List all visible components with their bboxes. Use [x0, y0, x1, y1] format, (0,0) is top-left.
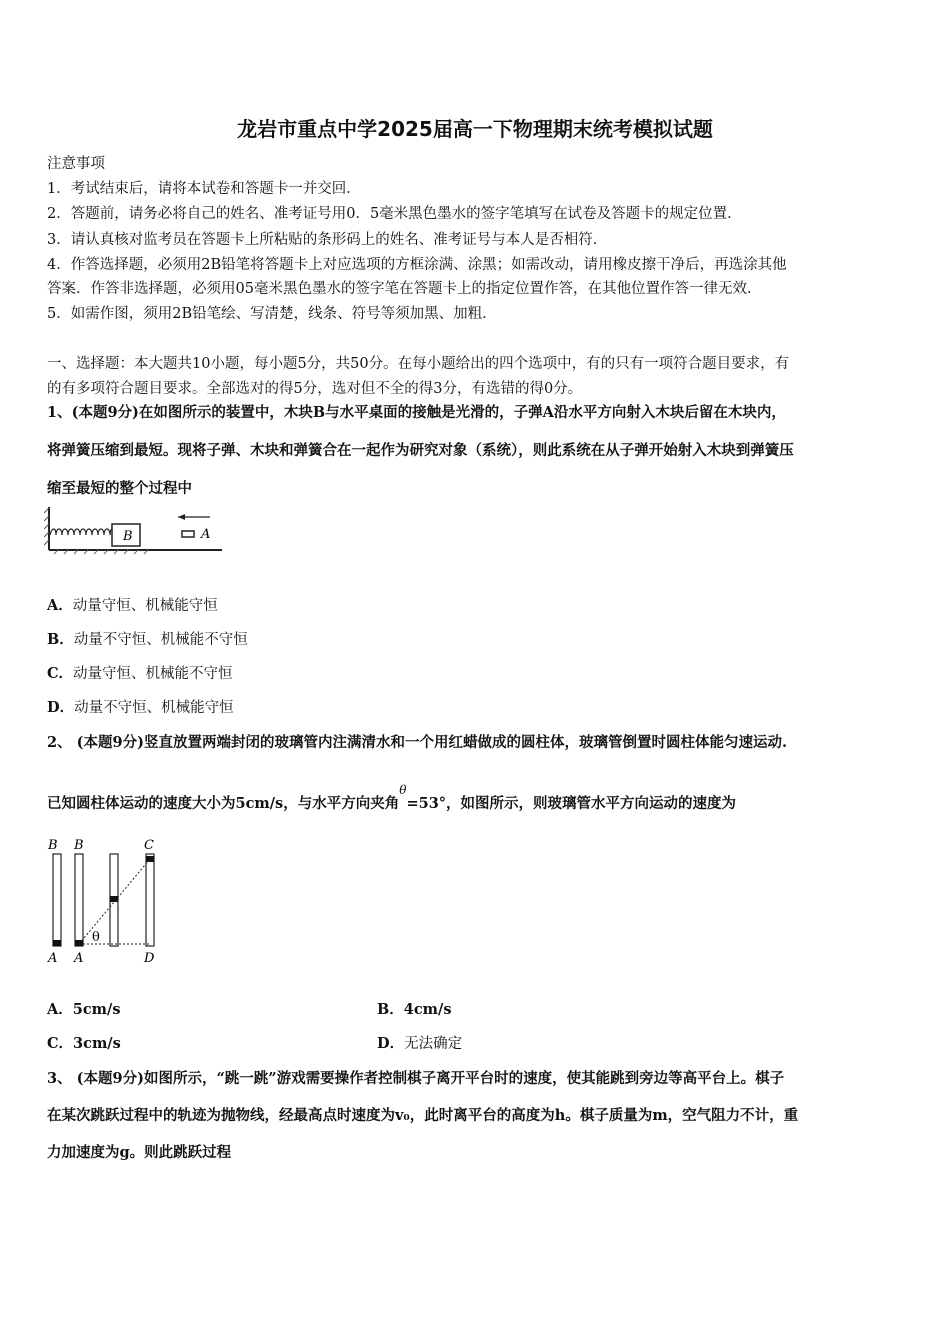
- stem-part: 已知圆柱体运动的速度大小为5cm/s，与水平方向夹角: [47, 795, 400, 812]
- page-title: 龙岩市重点中学2025届高一下物理期末统考模拟试题: [237, 117, 713, 141]
- option-d[interactable]: [377, 1032, 462, 1053]
- tube-2: [75, 854, 83, 946]
- label-a: A: [48, 951, 58, 966]
- question-1-stem: 将弹簧压缩到最短。现将子弹、木块和弹簧合在一起作为研究对象（系统），则此系统在从子弹开始射入木块到弹簧压: [47, 442, 794, 459]
- theta-symbol: θ: [399, 783, 407, 797]
- stem-part: =53°，如图所示，则玻璃管水平方向运动的速度为: [406, 795, 737, 812]
- option-a[interactable]: [47, 998, 121, 1019]
- notice-item: 4．作答选择题，必须用2B铅笔将答题卡上对应选项的方框涂满、涂黑；如需改动，请用橡皮擦干净后，再选涂其他: [47, 257, 787, 273]
- notice-item: 5．如需作图，须用2B铅笔绘、写清楚，线条、符号等须加黑、加粗．: [47, 306, 497, 322]
- option-text: 无法确定: [404, 1036, 463, 1052]
- option-letter: C．: [47, 665, 74, 682]
- question-2-stem: 2、 (本题9分)竖直放置两端封闭的玻璃管内注满清水和一个用红蜡做成的圆柱体，玻璃管倒置时圆柱体能匀速运动.: [47, 734, 787, 751]
- option-c[interactable]: [47, 662, 233, 683]
- question-1-stem: 1、(本题9分)在如图所示的装置中，木块B与水平桌面的接触是光滑的，子弹A沿水平方向射入木块后留在木块内，: [47, 404, 786, 421]
- question-3-stem: 力加速度为g。则此跳跃过程: [47, 1144, 232, 1161]
- label-b: B: [74, 838, 84, 853]
- option-b[interactable]: [47, 628, 248, 649]
- spring-block-figure: [44, 505, 226, 555]
- option-letter: A．: [47, 1001, 73, 1018]
- option-letter: C．: [47, 1035, 74, 1052]
- notice-item: 3．请认真核对监考员在答题卡上所粘贴的条形码上的姓名、准考证号与本人是否相符．: [47, 232, 608, 248]
- question-3-stem: 3、 (本题9分)如图所示，“跳一跳”游戏需要操作者控制棋子离开平台时的速度，使其能跳到旁边等高平台上。棋子: [47, 1070, 785, 1087]
- question-3-stem: 在某次跳跃过程中的轨迹为抛物线，经最高点时速度为v₀，此时离平台的高度为h。棋子质量为m，空气阻力不计，重: [47, 1107, 799, 1124]
- option-letter: A．: [47, 597, 73, 614]
- block-b-label: B: [123, 529, 133, 544]
- bullet-a: [182, 531, 194, 537]
- section-intro: 一、选择题：本大题共10小题，每小题5分，共50分。在每小题给出的四个选项中，有的只有一项符合题目要求，有: [47, 356, 790, 372]
- spring: [50, 529, 116, 535]
- option-text: 4cm/s: [403, 1001, 452, 1018]
- option-b[interactable]: [377, 998, 452, 1019]
- label-c: C: [144, 838, 154, 853]
- tube-1: [53, 854, 61, 946]
- glass-tube-figure: [44, 834, 169, 966]
- option-text: 动量守恒、机械能守恒: [72, 598, 218, 614]
- label-b: B: [48, 838, 58, 853]
- notice-item: 答案．作答非选择题，必须用05毫米黑色墨水的签字笔在答题卡上的指定位置作答，在其他位置作答一律无效．: [47, 281, 762, 297]
- notice-heading: 注意事项: [47, 156, 105, 172]
- option-letter: B．: [47, 631, 74, 648]
- option-letter: B．: [377, 1001, 404, 1018]
- option-text: 5cm/s: [72, 1001, 121, 1018]
- question-1-stem: 缩至最短的整个过程中: [47, 480, 192, 497]
- option-text: 3cm/s: [73, 1035, 121, 1052]
- option-text: 动量守恒、机械能不守恒: [73, 666, 233, 682]
- section-intro: 的有多项符合题目要求。全部选对的得5分，选对但不全的得3分，有选错的得0分。: [47, 381, 583, 397]
- notice-item: 1．考试结束后，请将本试卷和答题卡一并交回．: [47, 181, 361, 197]
- tube-4: [146, 854, 154, 946]
- option-d[interactable]: [47, 696, 234, 717]
- label-d: D: [144, 951, 155, 966]
- option-letter: D．: [377, 1035, 405, 1052]
- label-a: A: [74, 951, 84, 966]
- option-a[interactable]: [47, 594, 218, 615]
- notice-item: 2．答题前，请务必将自己的姓名、准考证号用0．5毫米黑色墨水的签字笔填写在试卷及答题卡的规定位置．: [47, 206, 742, 222]
- option-letter: D．: [47, 699, 75, 716]
- question-2-stem: [47, 783, 907, 813]
- option-text: 动量不守恒、机械能不守恒: [73, 632, 248, 648]
- bullet-a-label: A: [201, 527, 211, 542]
- option-text: 动量不守恒、机械能守恒: [74, 700, 234, 716]
- theta-label: θ: [92, 930, 100, 945]
- option-c[interactable]: [47, 1032, 121, 1053]
